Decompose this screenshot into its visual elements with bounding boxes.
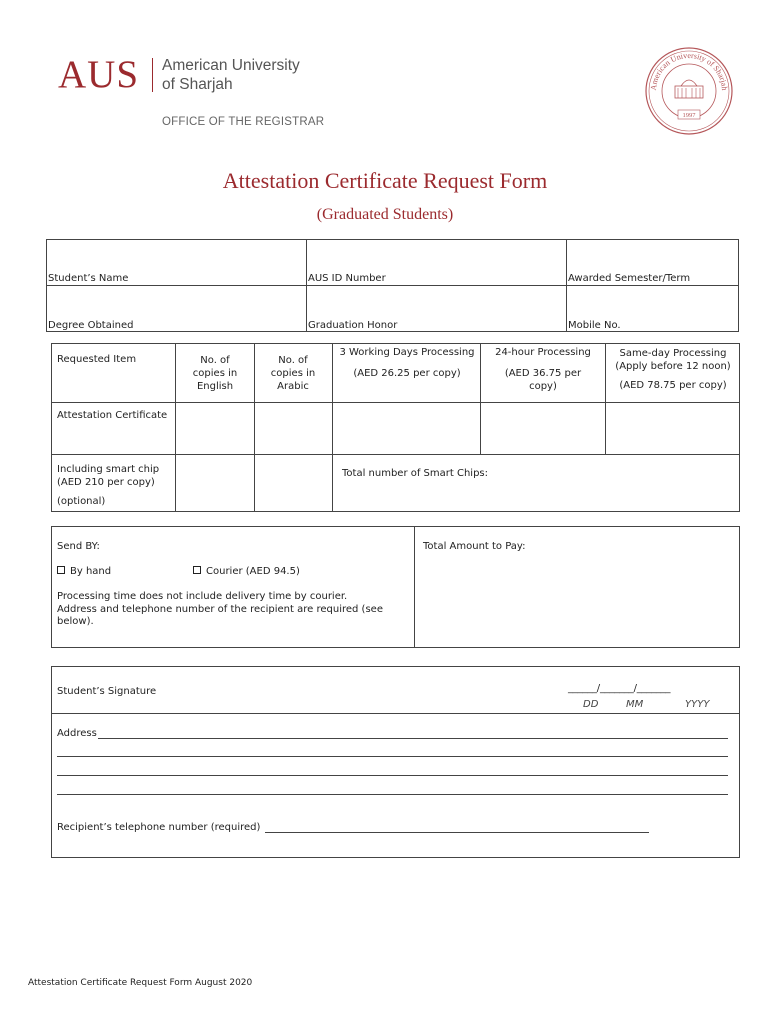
aus-id-field[interactable]: AUS ID Number — [308, 273, 386, 284]
degree-field[interactable]: Degree Obtained — [48, 320, 134, 331]
smart-chip-label: Including smart chip (AED 210 per copy) — [57, 464, 160, 488]
logo-abbreviation: AUS — [58, 53, 140, 96]
by-hand-option[interactable]: By hand — [57, 566, 111, 577]
address-line-3[interactable] — [57, 775, 728, 776]
optional-label: (optional) — [57, 496, 106, 507]
logo-name-line1: American University — [162, 57, 300, 74]
sameday-header: Same-day Processing (Apply before 12 noon) — [615, 348, 731, 372]
date-mm-label: MM — [626, 699, 644, 710]
divider — [51, 713, 740, 714]
divider — [46, 285, 739, 286]
address-line-2[interactable] — [57, 756, 728, 757]
send-by-label: Send BY: — [57, 541, 100, 552]
student-name-field[interactable]: Student’s Name — [48, 273, 129, 284]
courier-option[interactable]: Courier (AED 94.5) — [193, 566, 300, 577]
recipient-phone-line[interactable] — [265, 832, 649, 833]
divider — [332, 343, 333, 512]
hour24-header: 24-hour Processing — [495, 347, 591, 358]
footer-text: Attestation Certificate Request Form August 2020 — [28, 978, 253, 988]
requested-item-header: Requested Item — [57, 354, 137, 365]
working-days-header: 3 Working Days Processing — [339, 347, 475, 358]
awarded-term-field[interactable]: Awarded Semester/Term — [568, 273, 691, 284]
delivery-table — [51, 526, 740, 648]
total-amount-field[interactable]: Total Amount to Pay: — [423, 541, 526, 552]
copies-english-header: No. of copies in English — [192, 355, 238, 392]
address-line-1[interactable] — [98, 738, 728, 739]
courier-checkbox-icon[interactable] — [193, 566, 201, 574]
sameday-price: (AED 78.75 per copy) — [619, 380, 727, 391]
delivery-note: Processing time does not include delivery time by courier. Address and telephone number of the recipient are required (see below). — [57, 591, 383, 627]
date-dd-label: DD — [583, 699, 599, 710]
page-subtitle: (Graduated Students) — [316, 206, 454, 223]
by-hand-checkbox-icon[interactable] — [57, 566, 65, 574]
svg-text:American University of Sharjah: American University of Sharjah — [648, 50, 730, 91]
date-field[interactable]: ______/_______/_______ — [568, 683, 671, 694]
student-signature-field[interactable]: Student’s Signature — [57, 686, 157, 697]
address-line-4[interactable] — [57, 794, 728, 795]
working-days-price: (AED 26.25 per copy) — [353, 368, 461, 379]
recipient-phone-label: Recipient’s telephone number (required) — [57, 822, 261, 833]
divider — [414, 526, 415, 648]
university-seal-icon — [644, 46, 734, 136]
divider — [306, 239, 307, 332]
divider — [51, 454, 740, 455]
logo-name-line2: of Sharjah — [162, 76, 233, 93]
attestation-certificate-label: Attestation Certificate — [57, 410, 168, 421]
divider — [480, 343, 481, 454]
svg-text:1997: 1997 — [682, 112, 696, 119]
graduation-honor-field[interactable]: Graduation Honor — [308, 320, 398, 331]
address-label: Address — [57, 728, 97, 739]
copies-arabic-header: No. of copies in Arabic — [270, 355, 316, 392]
divider — [51, 402, 740, 403]
divider — [566, 239, 567, 332]
page-title: Attestation Certificate Request Form — [222, 168, 548, 193]
hour24-price: (AED 36.75 per copy) — [504, 368, 582, 392]
office-label: OFFICE OF THE REGISTRAR — [162, 116, 325, 128]
logo-divider — [152, 58, 153, 92]
logo-university-name — [162, 56, 300, 94]
mobile-field[interactable]: Mobile No. — [568, 320, 621, 331]
date-yyyy-label: YYYY — [685, 699, 710, 710]
total-chips-field[interactable]: Total number of Smart Chips: — [342, 468, 489, 479]
